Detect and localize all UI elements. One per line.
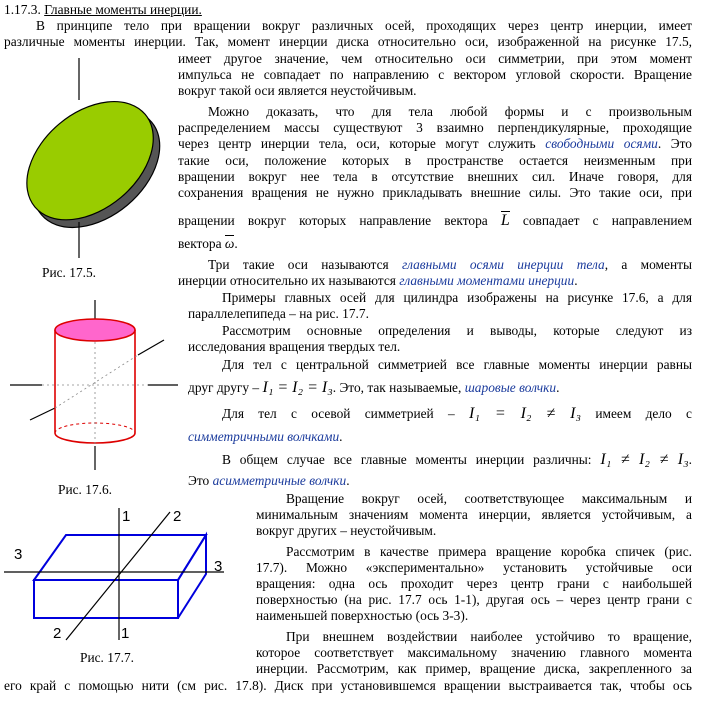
p1-line-2: различные моменты инерции. Так, момент инерции диска относительно оси, изображенной на рисунке 17.5,: [4, 34, 692, 49]
box-axis-2: [66, 512, 170, 640]
p3-l1-text: Три такие оси называются: [208, 257, 403, 272]
p4-line-1: Примеры главных осей для цилиндра изображены на рисунке 17.6, а для: [222, 290, 692, 305]
term-symmetric-tops: симметричными волчками: [188, 429, 340, 444]
p2-vector-text: вращении вокруг которых направление вектора: [178, 213, 488, 228]
p2-line-1: Можно доказать, что для тела любой формы и с произвольным: [208, 104, 692, 119]
p2-line-2: распределением массы существуют 3 взаимно перпендикулярные, проходящие: [178, 120, 692, 135]
label-right-3: 3: [214, 558, 223, 575]
p7-text: Для тел с осевой симметрией –: [222, 406, 455, 421]
p11-line-2: которое соответствует максимальному значению главного момента: [256, 645, 692, 660]
p3-l2-text: инерции относительно их называются: [178, 273, 400, 288]
figure-17-6-caption: Рис. 17.6.: [58, 482, 113, 497]
p2-line-6: сохранения вращения не нужно прикладывать внешние силы. Это такие оси, при: [178, 185, 692, 200]
p2-line-3-text: через центр инерции тела, оси, которые могут служить: [178, 136, 546, 151]
p4-line-2: параллелепипеда – на рис. 17.7.: [188, 306, 369, 321]
box-side-face: [178, 535, 206, 618]
figure-17-7-caption: Рис. 17.7.: [80, 650, 135, 665]
p2-line-5: вращении вокруг нее тела в отсутствие внешних сил. Иначе говоря, для: [178, 169, 692, 184]
p8-l2-text: Это: [188, 473, 213, 488]
p8-text: В общем случае все главные моменты инерции различны:: [222, 452, 592, 467]
p6-l2-end: .: [556, 380, 560, 395]
label-left-3: 3: [14, 546, 23, 563]
formula-asymmetric: I₁ ≠ I₂ ≠ I₃: [600, 451, 689, 468]
box-front-face: [34, 580, 178, 618]
p11-line-4: его край с помощью нити (см рис. 17.8). Диск при установившемся вращении выстраивается так, чтобы ось: [4, 678, 692, 693]
term-free-axes: свободными осями: [545, 136, 658, 151]
p3-l2-end: .: [574, 273, 578, 288]
p10-line-2: 17.7). Можно «экспериментально» установить устойчивые оси: [256, 560, 692, 575]
p10-line-4: поверхностью (на рис. 17.7 ось 1-1), другая ось – через центр грани с: [256, 592, 692, 607]
p5-line-1: Рассмотрим основные определения и выводы, которые следуют из: [222, 323, 692, 338]
figure-17-5-caption: Рис. 17.5.: [42, 265, 97, 280]
p11-line-1: При внешнем воздействии наиболее устойчиво то вращение,: [286, 629, 692, 644]
p6-l2-mid: . Это, так называемые,: [332, 380, 465, 395]
p1-line-3: имеет другое значение, чем относительно оси симметрии, при этом момент: [178, 51, 692, 66]
p9-line-1: Вращение вокруг осей, соответствующее максимальным и: [286, 491, 692, 506]
p2-vector-end: совпадает с направлением: [522, 213, 692, 228]
omega-symbol: ω: [224, 236, 235, 251]
label-bottom-2: 2: [53, 625, 62, 642]
p7-term-end: .: [339, 429, 343, 444]
p6-line-1: Для тел с центральной симметрией все главные моменты инерции равны: [222, 357, 692, 372]
p2-last-text: вектора: [178, 236, 222, 251]
p10-line-5: наименьшей поверхностью (ось 3-3).: [256, 608, 469, 623]
p1-line-5: вокруг такой оси является неустойчивым.: [178, 83, 417, 98]
p1-line-1: В принципе тело при вращении вокруг различных осей, проходящих через центр инерции, имеет: [36, 18, 692, 33]
formula-symmetric: I₁ = I₂ ≠ I₃: [469, 405, 582, 422]
formula-spherical: I₁ = I₂ = I₃: [262, 379, 333, 396]
label-bottom-1: 1: [121, 625, 130, 642]
p2-last-end: .: [234, 236, 238, 251]
p2-line-4: такие оси, положение которых в пространстве остается неизменным при: [178, 153, 692, 168]
p8-end: .: [688, 452, 692, 467]
p6-l2-text: друг другу –: [188, 380, 260, 395]
p9-line-3: вокруг других – неустойчивым.: [256, 523, 437, 538]
section-title: Главные моменты инерции.: [44, 2, 202, 17]
p10-line-1: Рассмотрим в качестве примера вращение коробка спичек (рис.: [286, 544, 692, 559]
p11-line-3: инерции. Рассмотрим, как пример, вращение диска, закрепленного за: [256, 661, 692, 676]
term-principal-moments: главными моментами инерции: [399, 273, 575, 288]
term-principal-axes: главными осями инерции тела: [402, 257, 605, 272]
p1-line-4: импульса не совпадает по направлению с вектором угловой скорости. Вращение: [178, 67, 692, 82]
p8-l2-end: .: [346, 473, 350, 488]
section-number: 1.17.3.: [4, 2, 41, 17]
p2-line-3-end: . Это: [657, 136, 693, 151]
term-spherical-tops: шаровые волчки: [464, 380, 557, 395]
p3-l1-end: , а моменты: [604, 257, 692, 272]
label-top-2: 2: [173, 508, 182, 525]
vector-L-symbol: L: [500, 212, 510, 229]
term-asymmetric-tops: асимметричные волчки: [212, 473, 347, 488]
p10-line-3: вращения: одна ось проходит через центр грани с наибольшей: [256, 576, 692, 591]
p9-line-2: минимальным значениям момента инерции, является устойчивым, а: [256, 507, 692, 522]
label-top-1: 1: [122, 508, 131, 525]
p5-line-2: исследования вращения твердых тел.: [188, 339, 401, 354]
p7-end: имеем дело с: [595, 406, 692, 421]
